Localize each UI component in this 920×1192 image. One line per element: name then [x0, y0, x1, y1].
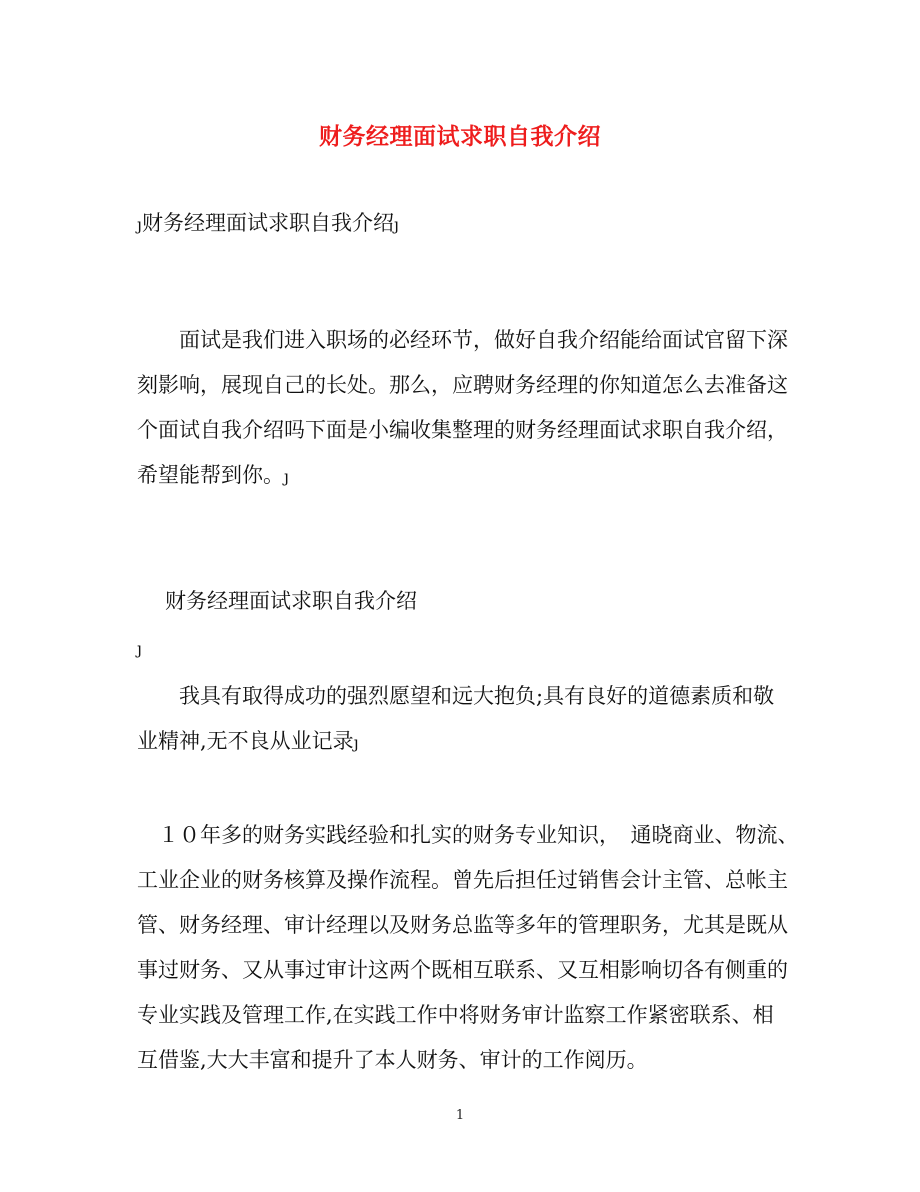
body-paragraph-1 — [137, 674, 787, 764]
subtitle-text: 财务经理面试求职自我介绍 — [141, 211, 394, 235]
text-line: 专业实践及管理工作,在实践工作中将财务审计监察工作紧密联系、相 — [137, 1003, 774, 1027]
text-line: 希望能帮到你。ȷ — [137, 463, 289, 487]
text-line: 管、财务经理、审计经理以及财务总监等多年的管理职务，尤其是既从 — [137, 913, 788, 937]
document-title: 财务经理面试求职自我介绍 — [319, 123, 601, 150]
paragraph-mark-icon: ȷ — [393, 215, 399, 234]
text-line: 个面试自我介绍吗下面是小编收集整理的财务经理面试求职自我介绍， — [137, 418, 788, 442]
intro-paragraph — [137, 318, 787, 498]
text-line: 我具有取得成功的强烈愿望和远大抱负;具有良好的道德素质和敬 — [137, 684, 775, 708]
paragraph-mark-icon: ȷ — [284, 467, 289, 486]
text-line: 工业企业的财务核算及操作流程。曾先后担任过销售会计主管、总帐主 — [137, 868, 788, 892]
empty-paragraph — [137, 635, 142, 659]
text-line: 刻影响，展现自己的长处。那么，应聘财务经理的你知道怎么去准备这 — [137, 373, 788, 397]
text-line: 业精神,无不良从业记录ȷ — [137, 729, 359, 753]
paragraph-mark-icon: ȷ — [137, 215, 142, 234]
paragraph-mark-icon: ȷ — [353, 733, 359, 752]
section-heading: 财务经理面试求职自我介绍 — [165, 589, 417, 613]
paragraph-mark-icon: ȷ — [137, 639, 142, 658]
text-line: 面试是我们进入职场的必经环节，做好自我介绍能给面试官留下深 — [137, 328, 788, 352]
text-line: 互借鉴,大大丰富和提升了本人财务、审计的工作阅历。 — [137, 1048, 648, 1072]
subtitle-line — [137, 207, 399, 237]
page-number: 1 — [455, 1108, 465, 1123]
body-paragraph-2 — [137, 813, 799, 1083]
text-line: １０年多的财务实践经验和扎实的财务专业知识， 通晓商业、物流、 — [137, 823, 799, 847]
text-line: 事过财务、又从事过审计这两个既相互联系、又互相影响切各有侧重的 — [137, 958, 788, 982]
